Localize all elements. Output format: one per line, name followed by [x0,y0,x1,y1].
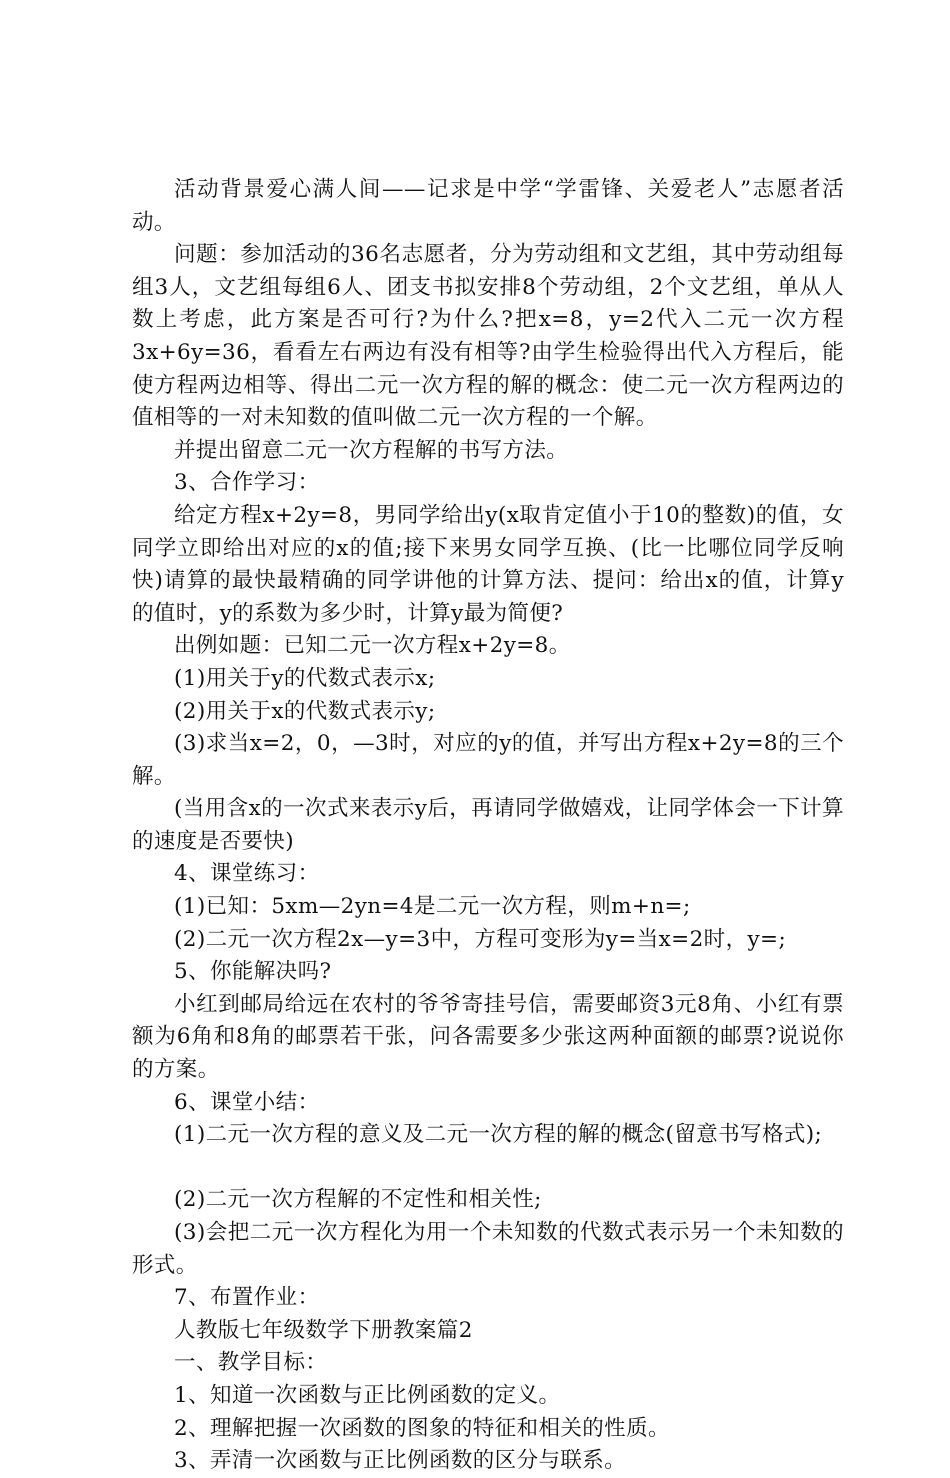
paragraph-writing-method: 并提出留意二元一次方程解的书写方法。 [174,437,569,463]
heading-lesson-plan-2: 人教版七年级数学下册教案篇2 [174,1317,473,1343]
paragraph-given-equation: 给定方程x+2y=8，男同学给出y(x取肯定值小于10的整数)的值，女同学立即给出对应的x的值;接下来男女同学互换、(比一比哪位同学反响快)请算的最快最精确的同学讲他的计算方法、提问：给出x的值，计算y的值时，y的系数为多少时，计算y最为简便? [132,502,844,626]
paragraph-stamp-problem: 小红到邮局给远在农村的爷爷寄挂号信，需要邮资3元8角、小红有票额为6角和8角的邮票若干张，问各需要多少张这两种面额的邮票?说说你的方案。 [132,991,844,1083]
heading-can-you-solve: 5、你能解决吗? [174,959,332,985]
list-item-example-3: (3)求当x=2，0，—3时，对应的y的值，并写出方程x+2y=8的三个解。 [132,731,844,789]
paragraph-game-note: (当用含x的一次式来表示y后，再请同学做嬉戏，让同学体会一下计算的速度是否要快) [132,796,844,854]
heading-teaching-goals: 一、教学目标： [174,1350,328,1376]
list-item-goal-3: 3、弄清一次函数与正比例函数的区分与联系。 [174,1448,627,1474]
paragraph-activity-background: 活动背景爱心满人间——记求是中学“学雷锋、关爱老人”志愿者活动。 [132,177,844,235]
list-item-practice-2: (2)二元一次方程2x—y=3中，方程可变形为y=当x=2时，y=; [174,926,787,952]
paragraph-problem: 问题：参加活动的36名志愿者，分为劳动组和文艺组，其中劳动组每组3人，文艺组每组6人、团支书拟安排8个劳动组，2个文艺组，单从人数上考虑，此方案是否可行?为什么?把x=8，y=2代入二元一次方程3x+6y=36，看看左右两边有没有相等?由学生检验得出代入方程后，能使方程两边相等、得出二元一次方程的解的概念：使二元一次方程两边的值相等的一对未知数的值叫做二元一次方程的一个解。 [132,242,844,431]
document-body [132,174,844,1478]
list-item-goal-2: 2、理解把握一次函数的图象的特征和相关的性质。 [174,1415,670,1441]
heading-class-practice: 4、课堂练习： [174,861,320,887]
list-item-summary-1: (1)二元一次方程的意义及二元一次方程的解的概念(留意书写格式); [174,1122,823,1148]
list-item-summary-3: (3)会把二元一次方程化为用一个未知数的代数式表示另一个未知数的形式。 [132,1220,844,1278]
list-item-example-2: (2)用关于x的代数式表示y; [174,698,436,724]
heading-cooperative-learning: 3、合作学习： [174,470,320,496]
list-item-practice-1: (1)已知：5xm—2yn=4是二元一次方程，则m+n=; [174,894,691,920]
list-item-example-1: (1)用关于y的代数式表示x; [174,665,436,691]
heading-homework: 7、布置作业： [174,1285,320,1311]
list-item-goal-1: 1、知道一次函数与正比例函数的定义。 [174,1382,561,1408]
paragraph-example: 出例如题：已知二元一次方程x+2y=8。 [174,633,571,659]
blank-line [132,1152,844,1185]
list-item-summary-2: (2)二元一次方程解的不定性和相关性; [174,1187,542,1213]
heading-class-summary: 6、课堂小结： [174,1089,320,1115]
